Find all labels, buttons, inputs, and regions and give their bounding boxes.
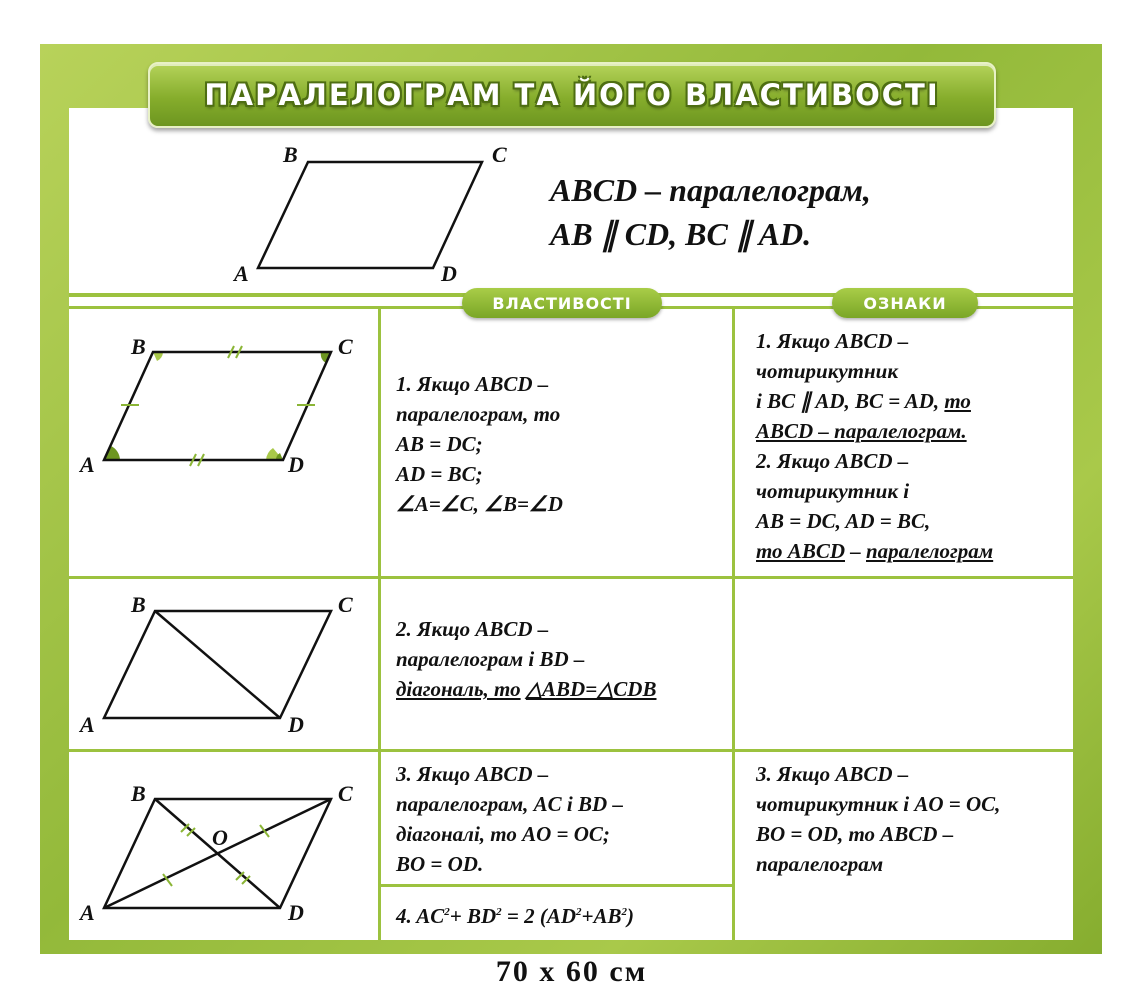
property-3-line: 3. Якщо ABCD – — [396, 762, 549, 786]
sign-2-line: 2. Якщо ABCD – — [756, 449, 909, 473]
sign-3-line: BO = OD, то ABCD – — [756, 822, 954, 846]
label-O: O — [212, 825, 228, 850]
property-1-line: паралелограм, то — [396, 402, 561, 426]
label-B: B — [131, 592, 146, 617]
property-3-parallelogram — [0, 0, 353, 925]
sign-1-line: чотирикутник — [756, 359, 898, 383]
label-A: A — [80, 452, 95, 477]
sign-2-line: AB = DC, AD = BC, — [756, 509, 931, 533]
label-C: C — [492, 142, 507, 167]
label-C: C — [338, 781, 353, 806]
property-2-line: 2. Якщо ABCD – — [396, 617, 549, 641]
divider-row1 — [69, 576, 1073, 579]
property-1-line: AB = DC; — [396, 432, 483, 456]
label-D: D — [288, 900, 304, 925]
sign-1-line: 1. Якщо ABCD – — [756, 329, 909, 353]
sign-1-line: і BC ∥ AD, BC = AD, то — [756, 389, 971, 413]
label-C: C — [338, 592, 353, 617]
sign-3-text — [756, 759, 1000, 879]
property-2-underlined: діагональ, то — [396, 677, 521, 701]
sign-2-line: то ABCD – паралелограм — [756, 539, 994, 563]
sign-3-line: чотирикутник і AO = OC, — [756, 792, 1001, 816]
sign-2-line: чотирикутник і — [756, 479, 910, 503]
property-2-line: паралелограм і BD – — [396, 647, 585, 671]
label-A: A — [80, 712, 95, 737]
divider-row3-inner — [379, 884, 732, 887]
divider-col1 — [378, 309, 381, 940]
divider-col2 — [732, 309, 735, 940]
property-4-formula: 4. $AC^2+ BD^2 = 2$ $(AD^2+AB^2)$ — [396, 904, 634, 928]
sign-3-line: паралелограм — [756, 852, 884, 876]
page-title: ПАРАЛЕЛОГРАМ ТА ЙОГО ВЛАСТИВОСТІ — [204, 78, 940, 112]
label-C: C — [338, 334, 353, 359]
property-2-text — [396, 614, 656, 704]
property-1-line: ∠A=∠C, ∠B=∠D — [396, 492, 563, 516]
property-3-line: діагоналі, то AO = OC; — [396, 822, 610, 846]
property-1-line: 1. Якщо ABCD – — [396, 372, 549, 396]
property-2-triangles: △ABD=△CDB — [525, 677, 657, 701]
property-1-text — [396, 369, 563, 519]
sign-2-text — [756, 446, 993, 566]
label-D: D — [288, 712, 304, 737]
property-4-text — [396, 897, 634, 931]
label-A: A — [80, 900, 95, 925]
definition-text — [550, 168, 871, 256]
label-B: B — [131, 334, 146, 359]
sign-1-text — [756, 326, 971, 446]
size-label: 70 х 60 см — [495, 955, 648, 988]
properties-header: ВЛАСТИВОСТІ — [462, 288, 662, 318]
property-3-text — [396, 759, 623, 879]
property-3-line: BO = OD. — [396, 852, 484, 876]
label-B: B — [283, 142, 298, 167]
label-A: A — [234, 261, 249, 286]
label-D: D — [441, 261, 457, 286]
definition-line-1: ABCD – паралелограм, — [550, 172, 871, 208]
title-banner — [148, 62, 996, 128]
definition-line-2: AB ∥ CD, BC ∥ AD. — [550, 216, 812, 252]
property-1-line: AD = BC; — [396, 462, 483, 486]
property-2-line — [396, 674, 656, 704]
signs-header: ОЗНАКИ — [832, 288, 978, 318]
divider-row2 — [69, 749, 1073, 752]
sign-1-line: ABCD – паралелограм. — [756, 419, 967, 443]
label-D: D — [288, 452, 304, 477]
sign-3-line: 3. Якщо ABCD – — [756, 762, 909, 786]
label-B: B — [131, 781, 146, 806]
property-3-line: паралелограм, AC і BD – — [396, 792, 623, 816]
